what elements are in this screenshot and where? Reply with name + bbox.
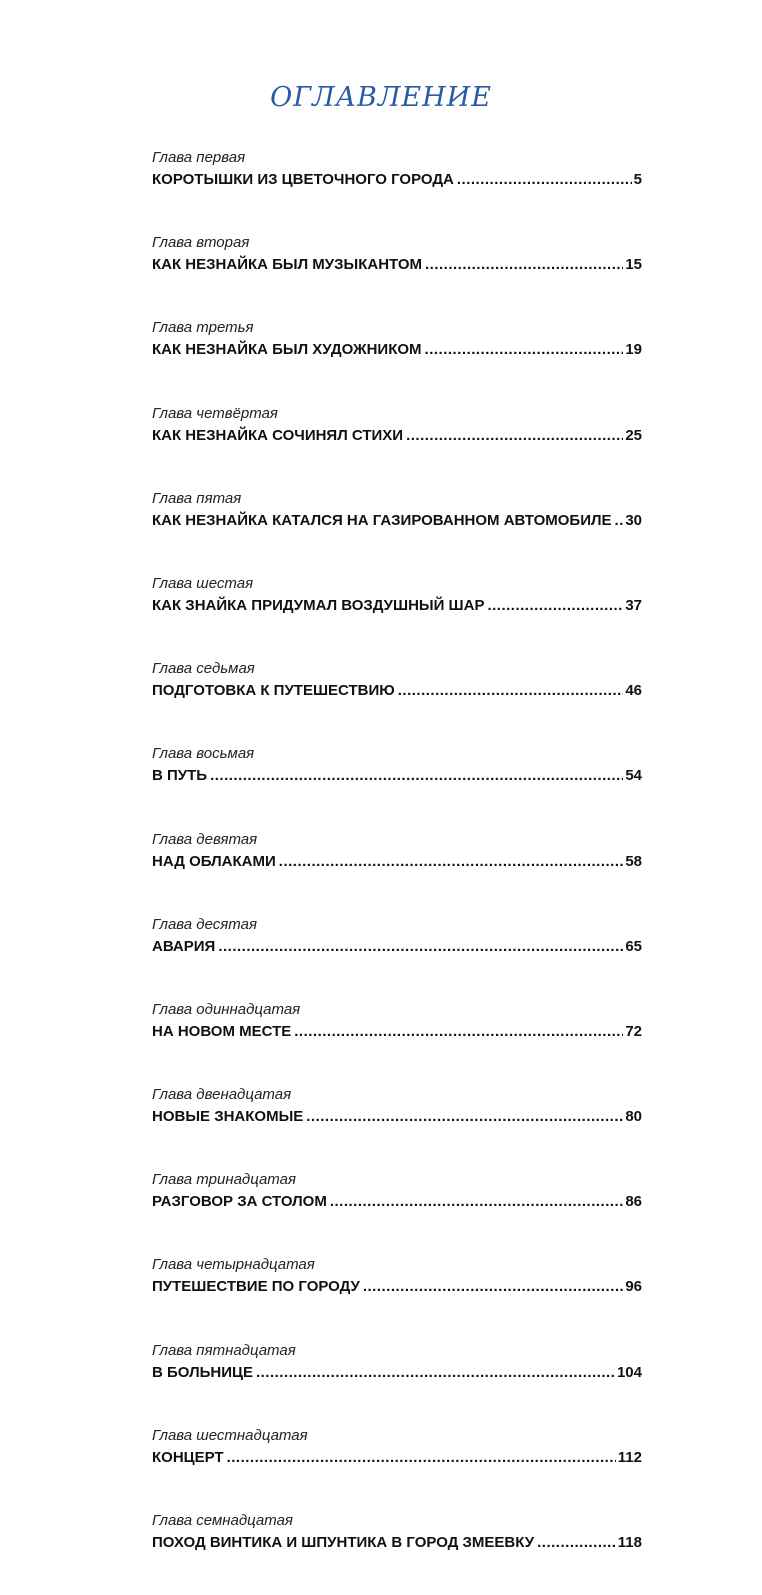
chapter-title: КАК ЗНАЙКА ПРИДУМАЛ ВОЗДУШНЫЙ ШАР xyxy=(152,596,485,614)
toc-chapter xyxy=(152,1340,642,1425)
chapter-title: КОРОТЫШКИ ИЗ ЦВЕТОЧНОГО ГОРОДА xyxy=(152,171,454,188)
page-number: 65 xyxy=(625,937,642,955)
dot-leader xyxy=(210,765,623,787)
toc-entry[interactable] xyxy=(152,936,642,958)
chapter-title: КАК НЕЗНАЙКА БЫЛ МУЗЫКАНТОМ xyxy=(152,256,422,274)
dot-leader xyxy=(306,1106,623,1128)
dot-leader xyxy=(294,1021,623,1043)
chapter-label: Глава пятнадцатая xyxy=(152,1341,296,1359)
page-number: 80 xyxy=(625,1108,642,1126)
chapter-title: В БОЛЬНИЦЕ xyxy=(152,1363,253,1381)
toc-chapter xyxy=(152,914,642,999)
toc-chapter xyxy=(152,658,642,743)
chapter-title: НАД ОБЛАКАМИ xyxy=(152,852,276,870)
page-number: 86 xyxy=(625,1193,642,1211)
chapter-title: КОНЦЕРТ xyxy=(152,1448,224,1466)
toc-chapter xyxy=(152,743,642,828)
dot-leader xyxy=(406,425,623,447)
page-number: 58 xyxy=(625,852,642,870)
chapter-title: КАК НЕЗНАЙКА БЫЛ ХУДОЖНИКОМ xyxy=(152,341,422,359)
page-number: 15 xyxy=(625,256,642,274)
dot-leader xyxy=(227,1447,616,1469)
page-title: ОГЛАВЛЕНИЕ xyxy=(270,82,492,113)
toc-chapter xyxy=(152,232,642,317)
toc-entry[interactable] xyxy=(152,425,642,447)
page-number: 72 xyxy=(625,1022,642,1040)
toc-chapter xyxy=(152,1169,642,1254)
dot-leader xyxy=(279,851,624,873)
chapter-label: Глава двенадцатая xyxy=(152,1086,292,1104)
toc-entry[interactable] xyxy=(152,595,642,617)
chapter-label: Глава десятая xyxy=(152,915,257,933)
toc-chapter xyxy=(152,488,642,573)
chapter-label: Глава первая xyxy=(152,149,246,166)
chapter-label: Глава восьмая xyxy=(152,745,255,763)
page-number: 30 xyxy=(625,511,642,529)
chapter-label: Глава пятая xyxy=(152,489,242,507)
dot-leader xyxy=(363,1276,623,1298)
dot-leader xyxy=(615,510,624,532)
chapter-title: КАК НЕЗНАЙКА СОЧИНЯЛ СТИХИ xyxy=(152,426,404,444)
toc-entry[interactable] xyxy=(152,1106,642,1128)
chapter-label: Глава третья xyxy=(152,319,254,337)
table-of-contents xyxy=(152,147,642,1595)
page-number: 46 xyxy=(625,682,642,700)
chapter-label: Глава одиннадцатая xyxy=(152,1000,301,1018)
toc-chapter xyxy=(152,403,642,488)
chapter-label: Глава вторая xyxy=(152,234,250,252)
toc-entry[interactable] xyxy=(152,254,642,276)
toc-chapter xyxy=(152,1425,642,1510)
toc-chapter xyxy=(152,147,642,232)
toc-entry[interactable] xyxy=(152,169,642,191)
page-number: 112 xyxy=(617,1448,642,1466)
chapter-title: ПОХОД ВИНТИКА И ШПУНТИКА В ГОРОД ЗМЕЕВКУ xyxy=(152,1534,535,1551)
toc-entry[interactable] xyxy=(152,851,642,873)
toc-chapter xyxy=(152,829,642,914)
toc-entry[interactable] xyxy=(152,1532,642,1554)
page-number: 104 xyxy=(616,1363,642,1381)
toc-chapter xyxy=(152,1254,642,1339)
dot-leader xyxy=(218,936,623,958)
toc-entry[interactable] xyxy=(152,1191,642,1213)
dot-leader xyxy=(425,254,623,276)
toc-entry[interactable] xyxy=(152,1362,642,1384)
dot-leader xyxy=(425,339,624,361)
chapter-title: В ПУТЬ xyxy=(152,767,208,785)
chapter-label: Глава шестая xyxy=(152,574,254,592)
page-number: 19 xyxy=(625,341,642,359)
toc-chapter xyxy=(152,1084,642,1169)
toc-entry[interactable] xyxy=(152,680,642,702)
chapter-label: Глава тринадцатая xyxy=(152,1171,296,1189)
chapter-title: НОВЫЕ ЗНАКОМЫЕ xyxy=(152,1108,304,1126)
chapter-title: КАК НЕЗНАЙКА КАТАЛСЯ НА ГАЗИРОВАННОМ АВТОМОБИЛЕ xyxy=(152,511,612,529)
toc-entry[interactable] xyxy=(152,339,642,361)
dot-leader xyxy=(537,1532,616,1554)
page-number: 96 xyxy=(625,1278,642,1296)
chapter-label: Глава семнадцатая xyxy=(152,1512,293,1529)
chapter-label: Глава седьмая xyxy=(152,660,255,678)
chapter-label: Глава четвёртая xyxy=(152,404,278,422)
toc-chapter xyxy=(152,1510,642,1595)
dot-leader xyxy=(256,1362,615,1384)
dot-leader xyxy=(457,169,632,191)
chapter-label: Глава четырнадцатая xyxy=(152,1256,315,1274)
dot-leader xyxy=(398,680,624,702)
toc-entry[interactable] xyxy=(152,1276,642,1298)
chapter-label: Глава шестнадцатая xyxy=(152,1426,308,1444)
chapter-title: АВАРИЯ xyxy=(152,937,216,955)
chapter-title: НА НОВОМ МЕСТЕ xyxy=(152,1022,292,1040)
toc-entry[interactable] xyxy=(152,1447,642,1469)
toc-entry[interactable] xyxy=(152,510,642,532)
page-number: 25 xyxy=(625,426,642,444)
chapter-title: РАЗГОВОР ЗА СТОЛОМ xyxy=(152,1193,327,1211)
chapter-label: Глава девятая xyxy=(152,830,258,848)
chapter-title: ПОДГОТОВКА К ПУТЕШЕСТВИЮ xyxy=(152,682,395,700)
dot-leader xyxy=(487,595,623,617)
dot-leader xyxy=(330,1191,623,1213)
toc-chapter xyxy=(152,317,642,402)
toc-entry[interactable] xyxy=(152,765,642,787)
toc-entry[interactable] xyxy=(152,1021,642,1043)
page-number: 54 xyxy=(625,767,642,785)
chapter-title: ПУТЕШЕСТВИЕ ПО ГОРОДУ xyxy=(152,1278,360,1296)
toc-chapter xyxy=(152,573,642,658)
page-number: 5 xyxy=(633,171,642,188)
page-number: 37 xyxy=(625,596,642,614)
page-number: 118 xyxy=(617,1534,642,1551)
toc-chapter xyxy=(152,999,642,1084)
